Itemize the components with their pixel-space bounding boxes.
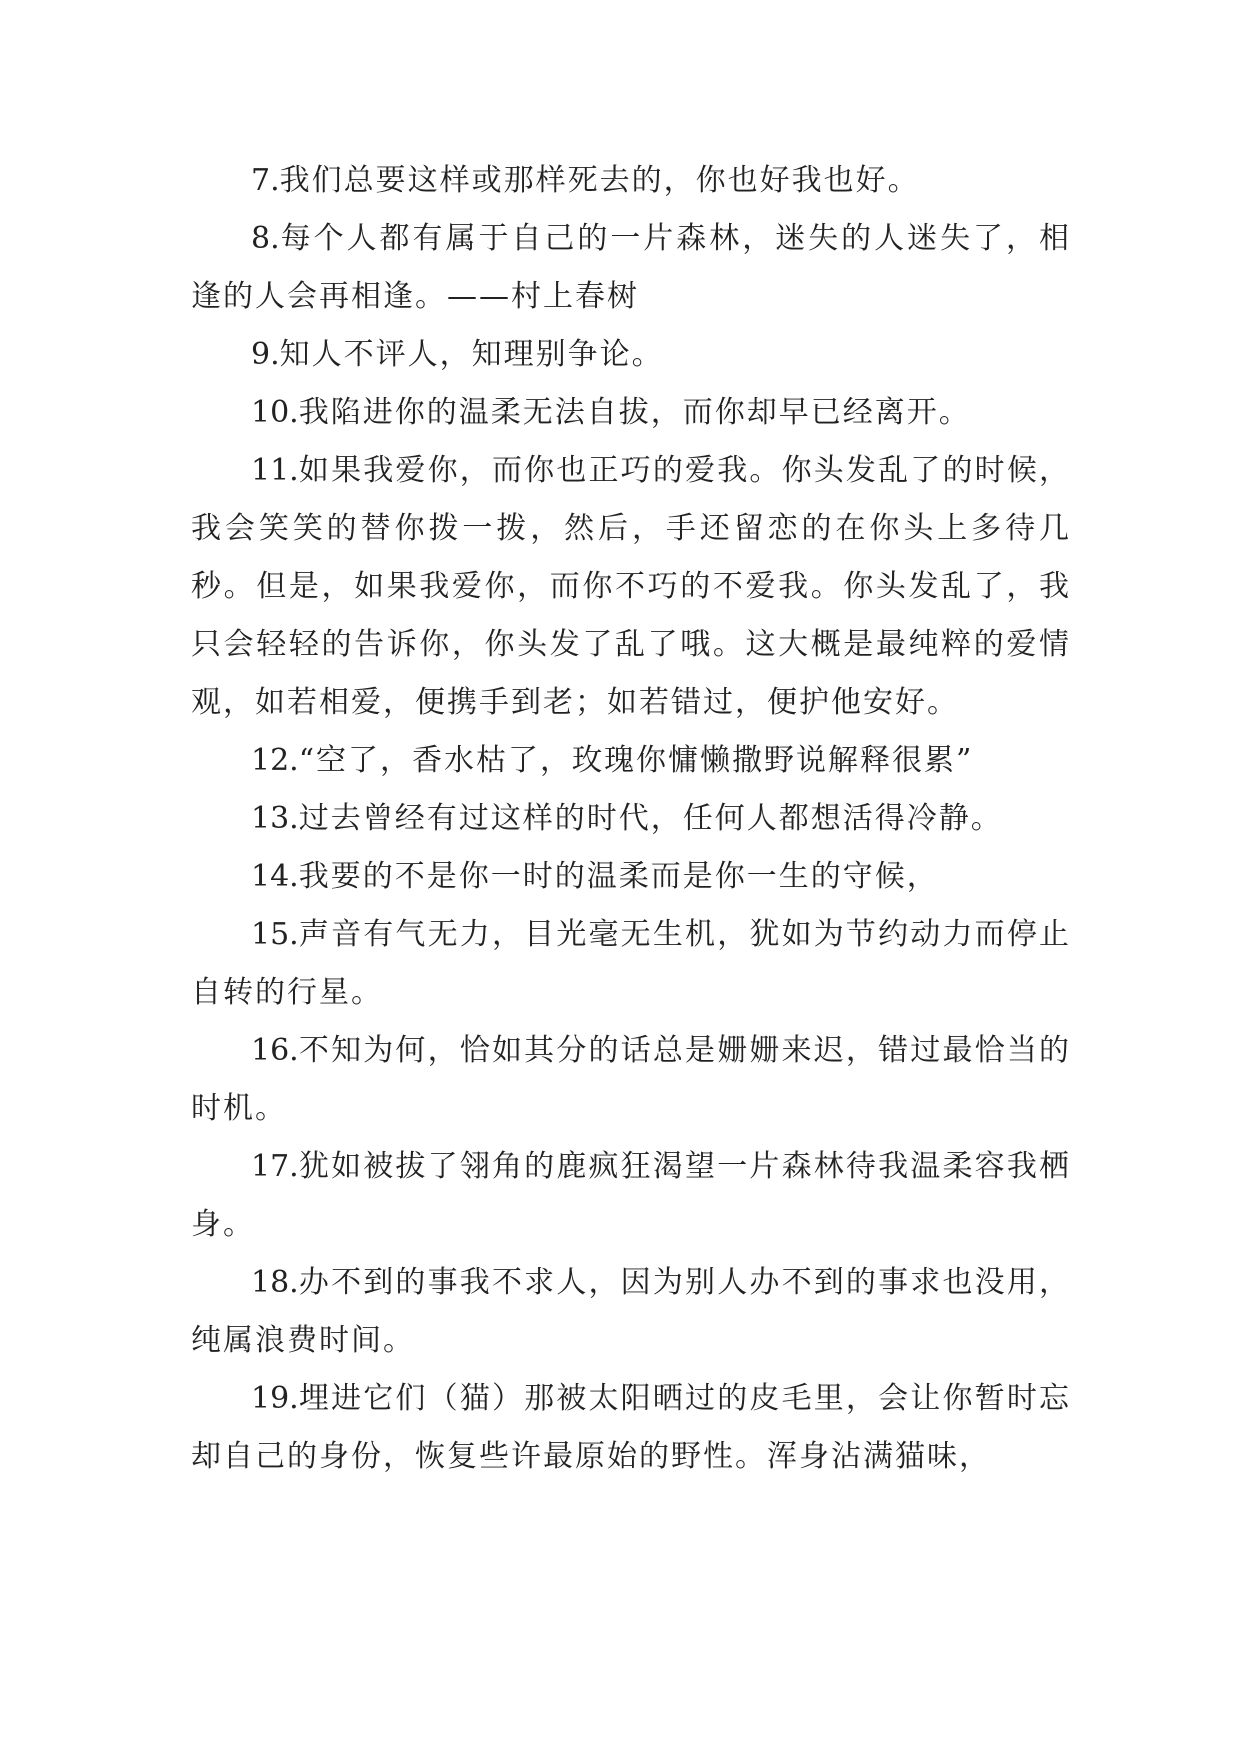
item-text: 犹如被拔了翎角的鹿疯狂渴望一片森林待我温柔容我栖身。 bbox=[191, 1149, 1071, 1242]
list-item bbox=[191, 326, 1071, 384]
item-text: 我陷进你的温柔无法自拔，而你却早已经离开。 bbox=[298, 395, 971, 430]
item-number: 17. bbox=[251, 1149, 299, 1184]
list-item bbox=[191, 1022, 1071, 1138]
item-number: 18. bbox=[251, 1265, 299, 1300]
list-item bbox=[191, 906, 1071, 1022]
list-item bbox=[191, 732, 1071, 790]
list-item bbox=[191, 1370, 1071, 1486]
item-text: 知人不评人，知理别争论。 bbox=[279, 337, 664, 372]
item-number: 16. bbox=[251, 1033, 299, 1068]
item-number: 14. bbox=[251, 859, 299, 894]
document-page bbox=[191, 152, 1071, 1486]
item-number: 12. bbox=[251, 743, 299, 778]
item-number: 9. bbox=[251, 337, 280, 372]
item-number: 11. bbox=[251, 453, 299, 488]
list-item bbox=[191, 210, 1071, 326]
item-number: 19. bbox=[251, 1381, 299, 1416]
item-number: 15. bbox=[251, 917, 299, 952]
item-text: 办不到的事我不求人，因为别人办不到的事求也没用，纯属浪费时间。 bbox=[191, 1265, 1071, 1358]
list-item bbox=[191, 1254, 1071, 1370]
item-text: 埋进它们（猫）那被太阳晒过的皮毛里，会让你暂时忘却自己的身份，恢复些许最原始的野性。浑身沾满猫味， bbox=[191, 1381, 1071, 1474]
list-item bbox=[191, 1138, 1071, 1254]
list-item bbox=[191, 790, 1071, 848]
list-item bbox=[191, 848, 1071, 906]
item-text: “空了，香水枯了，玫瑰你慵懒撒野说解释很累” bbox=[298, 743, 974, 778]
list-item bbox=[191, 152, 1071, 210]
item-number: 10. bbox=[251, 395, 299, 430]
item-text: 如果我爱你，而你也正巧的爱我。你头发乱了的时候，我会笑笑的替你拨一拨，然后，手还留恋的在你头上多待几秒。但是，如果我爱你，而你不巧的不爱我。你头发乱了，我只会轻轻的告诉你，你头发了乱了哦。这大概是最纯粹的爱情观，如若相爱，便携手到老；如若错过，便护他安好。 bbox=[191, 453, 1071, 720]
item-number: 8. bbox=[251, 221, 280, 256]
item-text: 每个人都有属于自己的一片森林，迷失的人迷失了，相逢的人会再相逢。——村上春树 bbox=[191, 221, 1071, 314]
item-text: 声音有气无力，目光毫无生机，犹如为节约动力而停止自转的行星。 bbox=[191, 917, 1071, 1010]
item-number: 7. bbox=[251, 163, 280, 198]
item-text: 我们总要这样或那样死去的，你也好我也好。 bbox=[279, 163, 920, 198]
list-item bbox=[191, 384, 1071, 442]
list-item bbox=[191, 442, 1071, 732]
item-text: 不知为何，恰如其分的话总是姗姗来迟，错过最恰当的时机。 bbox=[191, 1033, 1071, 1126]
item-text: 我要的不是你一时的温柔而是你一生的守候， bbox=[298, 859, 939, 894]
item-text: 过去曾经有过这样的时代，任何人都想活得冷静。 bbox=[298, 801, 1003, 836]
item-number: 13. bbox=[251, 801, 299, 836]
